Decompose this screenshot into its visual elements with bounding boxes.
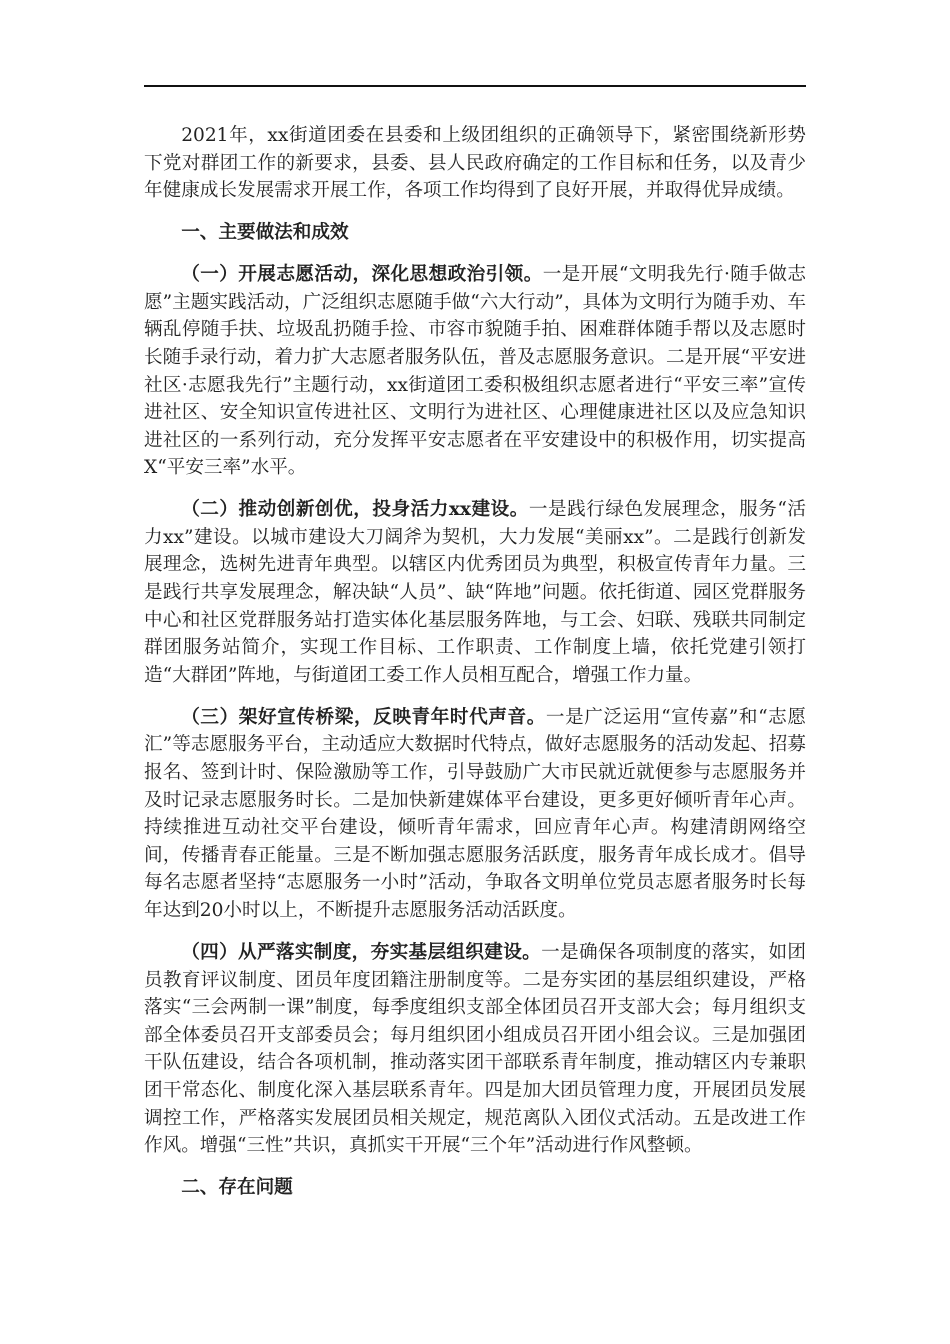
subsection-body-1: 一是开展“文明我先行·随手做志愿”主题实践活动，广泛组织志愿随手做“六大行动”，具体为文明行为随手劝、车辆乱停随手扶、垃圾乱扔随手捡、市容市貌随手拍、困难群体随手帮以及志愿时长随手录行动，着力扩大志愿者服务队伍，普及志愿服务意识。二是开展“平安进社区·志愿我先行”主题行动，xx街道团工委积极组织志愿者进行“平安三率”宣传进社区、安全知识宣传进社区、文明行为进社区、心理健康进社区以及应急知识进社区的一系列行动，充分发挥平安志愿者在平安建设中的积极作用，切实提高X“平安三率”水平。 — [144, 264, 806, 479]
subsection-paragraph-1 — [144, 261, 806, 482]
section-heading-1: 一、主要做法和成效 — [181, 222, 349, 244]
subsection-paragraph-2 — [144, 496, 806, 689]
subsection-body-3: 一是广泛运用“宣传嘉”和“志愿汇”等志愿服务平台，主动适应大数据时代特点，做好志愿服务的活动发起、招募报名、签到计时、保险激励等工作，引导鼓励广大市民就近就便参与志愿服务并及时记录志愿服务时长。二是加快新建媒体平台建设，更多更好倾听青年心声。持续推进互动社交平台建设，倾听青年需求，回应青年心声。构建清朗网络空间，传播青春正能量。三是不断加强志愿服务活跃度，服务青年成长成才。倡导每名志愿者坚持“志愿服务一小时”活动，争取各文明单位党员志愿者服务时长每年达到20小时以上，不断提升志愿服务活动活跃度。 — [144, 706, 806, 921]
subsection-lead-1: （一）开展志愿活动，深化思想政治引领。 — [181, 264, 543, 286]
header-rule — [144, 85, 806, 87]
subsection-lead-3: （三）架好宣传桥梁，反映青年时代声音。 — [181, 706, 546, 728]
subsection-paragraph-4 — [144, 939, 806, 1160]
subsection-lead-2: （二）推动创新创优，投身活力xx建设。 — [181, 499, 529, 521]
document-body — [144, 122, 806, 1216]
subsection-body-4: 一是确保各项制度的落实，如团员教育评议制度、团员年度团籍注册制度等。二是夯实团的基层组织建设，严格落实“三会两制一课”制度，每季度组织支部全体团员召开支部大会；每月组织支部全体委员召开支部委员会；每月组织团小组成员召开团小组会议。三是加强团干队伍建设，结合各项机制，推动落实团干部联系青年制度，推动辖区内专兼职团干常态化、制度化深入基层联系青年。四是加大团员管理力度，开展团员发展调控工作，严格落实发展团员相关规定，规范离队入团仪式活动。五是改进工作作风。增强“三性”共识，真抓实干开展“三个年”活动进行作风整顿。 — [144, 941, 806, 1157]
section-heading-2: 二、存在问题 — [181, 1177, 293, 1199]
subsection-paragraph-3 — [144, 704, 806, 925]
subsection-lead-4: （四）从严落实制度，夯实基层组织建设。 — [181, 941, 542, 963]
subsection-body-2: 一是践行绿色发展理念，服务“活力xx”建设。以城市建设大刀阔斧为契机，大力发展“美丽xx”。二是践行创新发展理念，选树先进青年典型。以辖区内优秀团员为典型，积极宣传青年力量。三是践行共享发展理念，解决缺“人员”、缺“阵地”问题。依托街道、园区党群服务中心和社区党群服务站打造实体化基层服务阵地，与工会、妇联、残联共同制定群团服务站简介，实现工作目标、工作职责、工作制度上墙，依托党建引领打造“大群团”阵地，与街道团工委工作人员相互配合，增强工作力量。 — [144, 499, 806, 686]
intro-paragraph: 2021年，xx街道团委在县委和上级团组织的正确领导下，紧密围绕新形势下党对群团工作的新要求，县委、县人民政府确定的工作目标和任务，以及青少年健康成长发展需求开展工作，各项工作均得到了良好开展，并取得优异成绩。 — [144, 125, 806, 202]
